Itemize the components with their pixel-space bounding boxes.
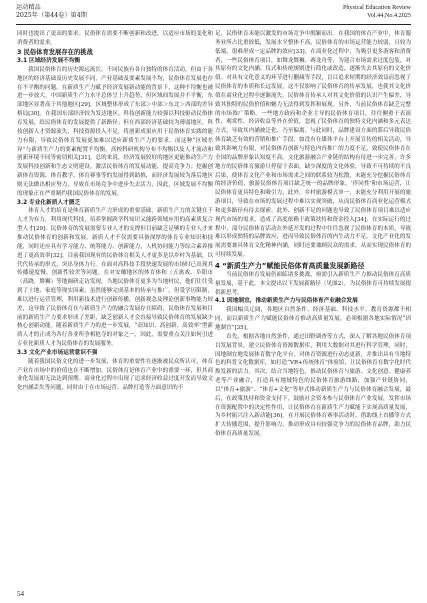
paragraph: 我国幅员辽阔，各地区自然条件、经济基础、科技水平、教育资源都不相同，而以新质生产力赋能民俗体育推动高质量发展，必须根据各地实际情况“因地制宜”[35]。 xyxy=(215,307,411,331)
left-column xyxy=(17,30,213,582)
header-left xyxy=(16,4,87,20)
subsection-heading: 4.1 因地制宜，推动新质生产力与民俗体育产业融合发展 xyxy=(215,298,358,305)
header-right xyxy=(343,4,411,20)
header-rule xyxy=(16,24,411,25)
section-heading: 3 民俗体育发展存在的挑战 xyxy=(17,48,93,56)
running-header xyxy=(0,0,427,30)
issue-en: Vol.44,No.4.2025 xyxy=(367,12,411,19)
issue-cn: 2025年（第44卷）第4期 xyxy=(16,12,87,19)
journal-name-en: Physical Education Review xyxy=(342,4,411,11)
page-number: 54 xyxy=(17,590,24,598)
paragraph: 同时也提出了更高的要求。民俗体育需要不断创新和改进，以适应市场的变化和消费者的需求。 xyxy=(17,31,213,46)
paragraph: 我国民俗体育的历史源远流长，不同民族有各自独特的体育活动，但由于各地区的经济基础及历史发展不同，产业基础及要素发展不均，民俗体育发展也存在不平衡的问题。在新质生产力赋予经济发展新动能的背景下，这种不均衡也被进一步放大。中国新质生产力水平总体呈上升趋势，但区域间发展并不平衡，东部地区显著高于其他地区[29]。区域整体形成了东部＞中部＞东北＞西部的差异格局[30]。在我国东部经济较为发达地区，科技创新能力较强以科技驱动民俗体育发展，给民俗体育的发展提供了新路径；但在西部经济基础较为薄弱地区，科技创新人才资源流失，科技资源投入不足，将创新成果应用于民俗体育实践的能力有限，导致民俗体育发展更加难以适应新质生产力的要求。而这种“区域差异”与新质生产力的要素配置不均衡，高校科研机构分布不均衡以及人才流动和创新环境不同等密切相关[31]，总的来说，经济发展较好的地区更能推动生产力发展科技创新和生态文明建设，激活民俗体育的发展动能，提高竞争力；挖掘创新体育资源，体育教学、体育赛事等的发展得到助推，而经济发展较为落后地区则无法做出相应努力，导致在市场竞争中进步失去活力，因此，区域发展不均衡的现象正在严重制约我国民俗体育的发展。 xyxy=(17,66,213,197)
paragraph: 随着我国民俗文化的进一步发展，体育的重要性在逐渐被民众所认可，体育产业在市场中的价值也在不断增加。民俗体育是体育产业中的重要一环，但其商业化发展却无法达到预期。商业化过程中出现了追求经济收益过度开发而导致文化内涵丢失等问题，同时由于在市场运营、品牌打造等方面意识的不 xyxy=(17,358,213,392)
right-column xyxy=(215,30,411,582)
paragraph: 体育人才的培育是体育新质生产力形成的重要基础，新质生产力的关键在于人才为有力，利用现代科技，培养掌握跨学科知识又能跨领域应用的高素质复合型人才[29]。民俗体育的发展需要专业人才的支撑但目前缺乏足够的专业人才来推动民俗体育的创新和发展。新质人才不仅需要具备深厚的体育专业知识和技能，同时还应具有学习能力、统筹能力、创新能力，人机协同能力等综合素养推进了更高效率[32]。目前我国现有的民俗体育相关人才更多是以乡村为基础，以代代传承的形式，突出身体力行。在面对高科技手段快速发展的市场时已出现其传播速度慢、创新性较差等问题。在对安徽地区的体育体和（五禽戏、阜阳市（高跷、舞狮）等地调研走访发现，当地民俗体育更多为当地村民，他们往往受到了土地、家庭等现实因素，虽然能够完成基本的传承与推广，但受学历限制，难以进行运营管理、利用新技术进行创新传播，创新观念及理论创新事物能力较差，这导致了民俗体育在与新质生产力的融合发展存在障碍，民俗体育发展和目前的新质生产力要求形成了差距，缺乏创新人才会直接导致民俗体育的发展缺少核心创新动能。随着新质生产力的进一步发展，“高知识、高创新、高效率”型新质人才的正成为各行各业所争相抢夺的对象之一，因此，需要重点关注如何引进专业化新质人才为民俗体育的发展服务。 xyxy=(17,208,213,348)
paragraph: 首先，根据各地自然条件，通过田野调查等方式，深入了解各地民俗体育项目发展背景，建立民俗体育资源数据库，利用大数据对其进行科学管理，同时，因地制宜地发展体育数字化平台，对体育资源进行动态更新，并推出具有当地特色的科普文化数据库，如打造“VR+传统体育”体验馆，让民俗体育在数字化时代焕发新的活力。其次，结合当地特色，推动民俗体育与旅游、文化创意、健康养老等产业融合，打造具有地域特色的民俗体育旅游线路，加强产业链协同，以“体育+旅游”、“体育+文化”等形式推动新质生产力与民俗体育融合发展，最后，在政策扶持和资金支持下，鼓励社会资本参与民俗体育产业发展，发挥市场在资源配置中的决定性作用，让民俗体育在新质生产力赋能下实现高质量发展，为乡村振兴注入新动能[36]。在开展民俗体育赛事活动时，借助线上直播等方式扩大传播范围，提升影响力，推动形成具有较强竞争力的民俗体育品牌，助力民俗体育高质量发展。 xyxy=(215,333,411,438)
paragraph: 足，民俗体育未能以激发的市场竞争中脱颖而出。在我国的体育产业中，体育服务业所占比重较低，发展水平整体不高，民俗体育的市场运营能力较弱，且较为低端，很难形成一定品牌的效应[33]。在商业化过程中，为吸引更多游客和消费者，一些民俗体育项目，如舞龙舞狮、赛龙舟等，为迎合市场需求过度包装，对其原有的文化内涵、仪式和传统规则进行简化或改造，逐渐失去其原有的文化价值。对具有文化意义的环节进行删减等手段，盲目追求短期的经济效益而忽视了民俗体育的本质和长远发展，这不仅影响了民俗体育的传承发展，也使其文化价值在商业化过程中逐渐流失。民俗体育传承人对其文化价值的认识产生偏差，导致其独特的民俗价值和魅力无法得到发挥和展现。另外，当前民俗体育缺乏完整的市场推广策略。一些地方政府和企业主导的民俗体育项目，往往侧重于表演性、观赏性、经济收益等外在价值，忽视了民俗体育的独特文化内涵和多元表达方式，导致其内涵被泛化、乃至偏离。与此同时，品牌建设方面的滞后导致民俗体育缺乏有效的营销和推广手段，如没有在媒体平台上开展宣传的相关活动，导致其影响力有限，对民俗体育创新与特色内容推广的力度不足，致使民俗体育在全国的品牌形象认知度不高。文化旅游融合产业链的结构有待进一步完善，许多地方的民俗体育旅游只停留于表面，缺少深度的文化体验，导致不可持续的不良后果，使体育文化产业和市场需求之间的联系较为松散，未能充分挖掘民俗体育的经济价值，旅游民俗体育项目缺乏统一的品牌形象，‘伴同性’和市场运营，让民俗体育更具特色和吸引力，此外，乡村旅游模式单一，未能充分利用开展的旅游项目，导致在市场的发展过程中难以实现突破，从而民俗体育商业化运营模式和更多路径有待去探索。此外，创新不足的问题也导致了民俗体育项目难以适应现代市场的需求，造成了高度依赖于政策扶持和资金投入[34]。在实际运行的过程中，部分民俗体育活动在外延开发的过程中往往忽视了民俗体育的本质，导致难以形成独特的品牌效应，进而导致民俗体育的内生动力不足。文化产业化的发展需要兼具体育文化精神内涵，同时还要兼顾民众的需求，从而实现民俗体育的可持续发展。 xyxy=(215,31,411,259)
section-heading: 4 “新质生产力”赋能民俗体育高质量发展新路径 xyxy=(215,261,365,270)
paragraph: 当前民俗体育发展仍面临诸多挑战，亟需引入新质生产力推动民俗体育高质量发展，基于此，本文提出以下发展新路径（见图2），为民俗体育可持续发展提供新思考。 xyxy=(215,271,411,296)
subsection-heading: 3.1 区域经济发展不均衡 xyxy=(17,58,81,65)
subsection-heading: 3.3 文化产业市场运营意识不强 xyxy=(17,349,98,356)
journal-name-cn: 运动精品 xyxy=(16,4,41,11)
subsection-heading: 3.2 专业化新质人才匮乏 xyxy=(17,199,81,206)
